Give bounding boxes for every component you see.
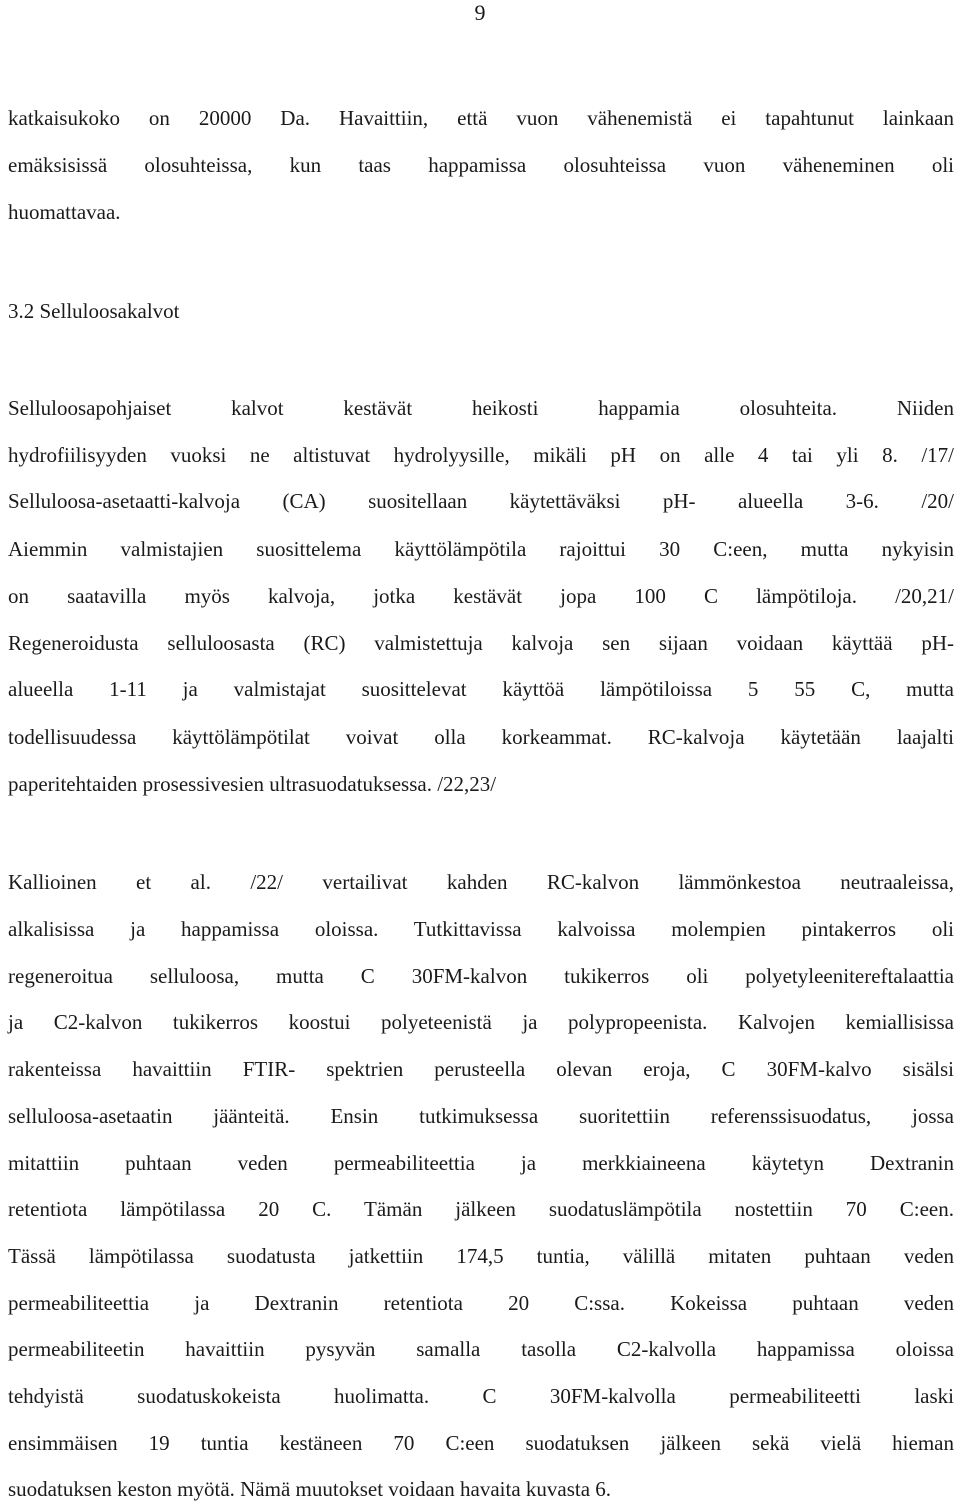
paragraph-line: tehdyistä suodatuskokeista huolimatta. C 30FM-kalvolla permeabiliteetti laski <box>8 1384 954 1408</box>
paragraph-line: Regeneroidusta selluloosasta (RC) valmistettuja kalvoja sen sijaan voidaan käyttää pH- <box>8 631 954 655</box>
paragraph-line: on saatavilla myös kalvoja, jotka kestävät jopa 100 C lämpötiloja. /20,21/ <box>8 584 954 608</box>
paragraph-line: Selluloosapohjaiset kalvot kestävät heikosti happamia olosuhteita. Niiden <box>8 396 954 420</box>
paragraph-line: permeabiliteettia ja Dextranin retentiota 20 C:ssa. Kokeissa puhtaan veden <box>8 1291 954 1315</box>
paragraph-line: ensimmäisen 19 tuntia kestäneen 70 C:een suodatuksen jälkeen sekä vielä hieman <box>8 1431 954 1455</box>
paragraph-line: katkaisukoko on 20000 Da. Havaittiin, että vuon vähenemistä ei tapahtunut lainkaan <box>8 106 954 130</box>
paragraph-line: permeabiliteetin havaittiin pysyvän samalla tasolla C2-kalvolla happamissa oloissa <box>8 1337 954 1361</box>
paragraph-line: emäksisissä olosuhteissa, kun taas happamissa olosuhteissa vuon väheneminen oli <box>8 153 954 177</box>
paragraph-line: rakenteissa havaittiin FTIR- spektrien perusteella olevan eroja, C 30FM-kalvo sisälsi <box>8 1057 954 1081</box>
paragraph-line: todellisuudessa käyttölämpötilat voivat olla korkeammat. RC-kalvoja käytetään laajalti <box>8 725 954 749</box>
section-heading: 3.2 Selluloosakalvot <box>8 299 180 323</box>
paragraph-line: Kallioinen et al. /22/ vertailivat kahden RC-kalvon lämmönkestoa neutraaleissa, <box>8 870 954 894</box>
paragraph-line: regeneroitua selluloosa, mutta C 30FM-kalvon tukikerros oli polyetyleenitereftalaattia <box>8 964 954 988</box>
paragraph-line: alkalisissa ja happamissa oloissa. Tutkittavissa kalvoissa molempien pintakerros oli <box>8 917 954 941</box>
paragraph-line: retentiota lämpötilassa 20 C. Tämän jälkeen suodatuslämpötila nostettiin 70 C:een. <box>8 1197 954 1221</box>
paragraph-line: Tässä lämpötilassa suodatusta jatkettiin 174,5 tuntia, välillä mitaten puhtaan veden <box>8 1244 954 1268</box>
paragraph-line: selluloosa-asetaatin jäänteitä. Ensin tutkimuksessa suoritettiin referenssisuodatus, jossa <box>8 1104 954 1128</box>
paragraph-line: hydrofiilisyyden vuoksi ne altistuvat hydrolyysille, mikäli pH on alle 4 tai yli 8. /17/ <box>8 443 954 467</box>
paragraph-line: huomattavaa. <box>8 200 121 224</box>
paragraph-line: Selluloosa-asetaatti-kalvoja (CA) suositellaan käytettäväksi pH- alueella 3-6. /20/ <box>8 489 954 513</box>
paragraph-line: suodatuksen keston myötä. Nämä muutokset voidaan havaita kuvasta 6. <box>8 1477 612 1501</box>
paragraph-line: paperitehtaiden prosessivesien ultrasuodatuksessa. /22,23/ <box>8 772 497 796</box>
paragraph-line: ja C2-kalvon tukikerros koostui polyeteenistä ja polypropeenista. Kalvojen kemiallisissa <box>8 1010 954 1034</box>
paragraph-line: alueella 1-11 ja valmistajat suosittelevat käyttöä lämpötiloissa 5 55 C, mutta <box>8 677 954 701</box>
page-number: 9 <box>474 0 486 25</box>
paragraph-line: mitattiin puhtaan veden permeabiliteettia ja merkkiaineena käytetyn Dextranin <box>8 1151 954 1175</box>
paragraph-line: Aiemmin valmistajien suosittelema käyttölämpötila rajoittui 30 C:een, mutta nykyisin <box>8 537 954 561</box>
